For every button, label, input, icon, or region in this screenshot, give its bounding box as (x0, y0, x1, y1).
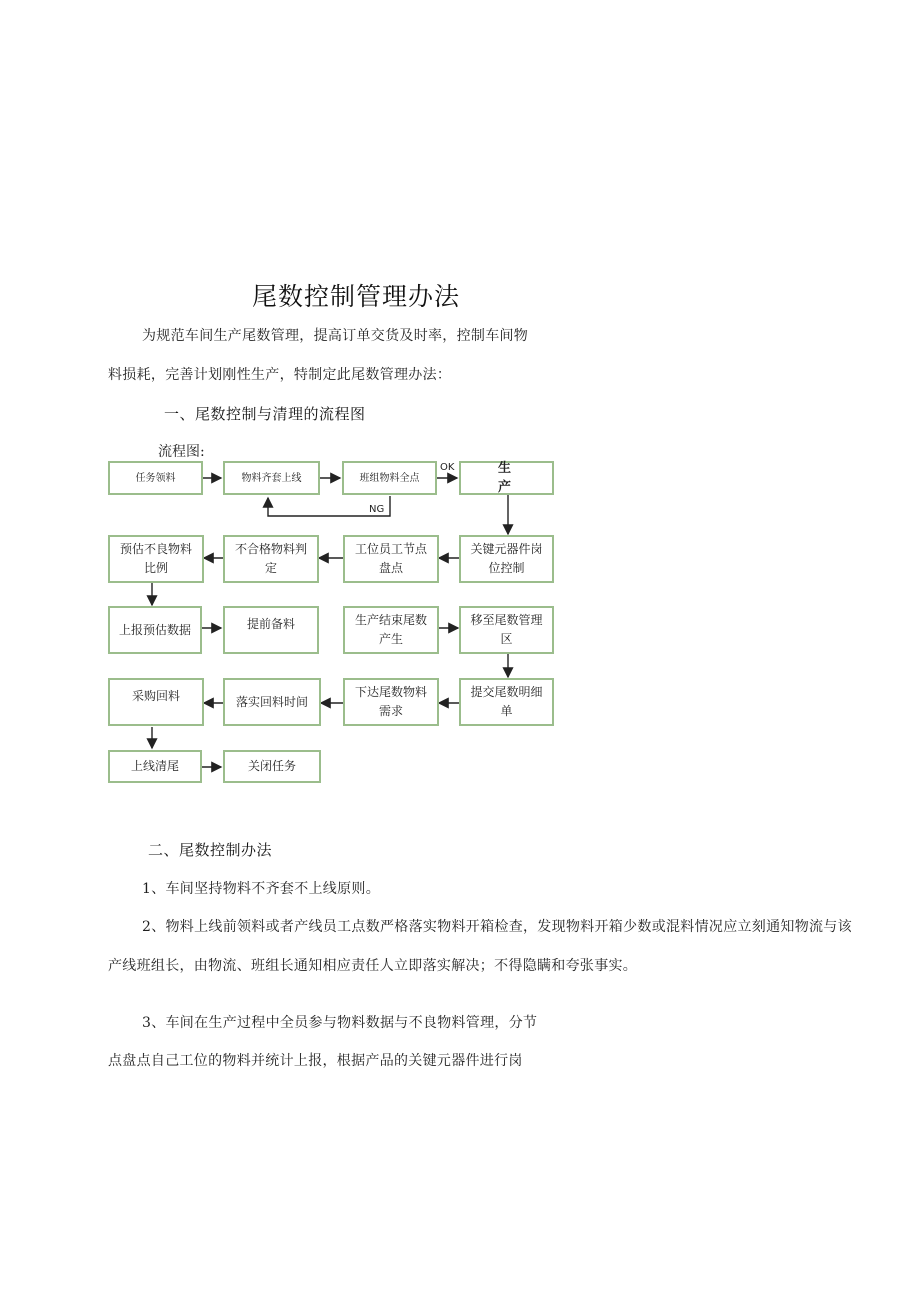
box-production-end-remainder (343, 606, 439, 654)
box-key-component-control-text: 关键元器件岗位控制 (470, 542, 543, 575)
box-material-kit-online (223, 461, 320, 495)
rule-3-line-1: 3、车间在生产过程中全员参与物料数据与不良物料管理，分节 (142, 1015, 538, 1031)
box-defective-judgment-text: 不合格物料判定 (235, 542, 308, 575)
flowchart-label: 流程图: (158, 444, 205, 460)
box-production-text: 生 产 (497, 461, 527, 495)
rule-3-line-2: 点盘点自己工位的物料并统计上报，根据产品的关键元器件进行岗 (108, 1053, 523, 1069)
box-task-picking (108, 461, 203, 495)
box-online-clear-remainder-text: 上线清尾 (130, 759, 179, 773)
section-1-heading: 一、尾数控制与清理的流程图 (164, 405, 366, 423)
box-station-node-count (343, 535, 439, 583)
rule-1: 1、车间坚持物料不齐套不上线原则。 (142, 881, 381, 897)
box-move-to-remainder-area-text: 移至尾数管理区 (470, 613, 543, 646)
box-submit-remainder-list-text: 提交尾数明细单 (470, 685, 543, 718)
box-team-material-count-text: 班组物料全点 (359, 472, 420, 484)
ng-label: NG (369, 504, 385, 515)
box-close-task (223, 750, 321, 783)
rule-2-line-2: 产线班组长，由物流、班组长通知相应责任人立即落实解决；不得隐瞒和夸张事实。 (108, 958, 638, 974)
page-title: 尾数控制管理办法 (252, 282, 461, 311)
box-estimate-defect-ratio-text: 预估不良物料比例 (120, 542, 193, 575)
box-confirm-return-time-text: 落实回料时间 (236, 694, 309, 709)
section-2-heading: 二、尾数控制办法 (148, 841, 273, 859)
box-purchase-return-text: 采购回料 (131, 689, 180, 703)
box-submit-remainder-list (459, 678, 554, 726)
box-move-to-remainder-area (459, 606, 554, 654)
intro-line-1: 为规范车间生产尾数管理，提高订单交货及时率，控制车间物 (142, 328, 529, 344)
rule-2-line-1: 2、物料上线前领料或者产线员工点数严格落实物料开箱检查，发现物料开箱少数或混料情况应立刻通知物流与该 (142, 919, 852, 935)
box-estimate-defect-ratio (108, 535, 204, 583)
box-advance-stock-text: 提前备料 (246, 617, 295, 631)
box-defective-judgment (223, 535, 319, 583)
box-material-kit-online-text: 物料齐套上线 (241, 472, 302, 484)
box-report-estimate (108, 606, 202, 654)
box-issue-remainder-demand-text: 下达尾数物料需求 (355, 685, 428, 718)
intro-line-2: 料损耗，完善计划刚性生产，特制定此尾数管理办法： (108, 367, 452, 383)
box-confirm-return-time (223, 678, 321, 726)
ok-label: OK (440, 462, 455, 473)
box-task-picking-text: 任务领料 (135, 472, 176, 484)
box-online-clear-remainder (108, 750, 202, 783)
box-team-material-count (342, 461, 437, 495)
box-issue-remainder-demand (343, 678, 439, 726)
box-station-node-count-text: 工位员工节点盘点 (355, 542, 428, 575)
box-close-task-text: 关闭任务 (247, 759, 296, 773)
box-report-estimate-text: 上报预估数据 (119, 622, 192, 637)
box-key-component-control (459, 535, 554, 583)
box-production-end-remainder-text: 生产结束尾数产生 (355, 613, 428, 646)
box-purchase-return (108, 678, 204, 726)
box-production (459, 461, 554, 495)
box-advance-stock (223, 606, 319, 654)
